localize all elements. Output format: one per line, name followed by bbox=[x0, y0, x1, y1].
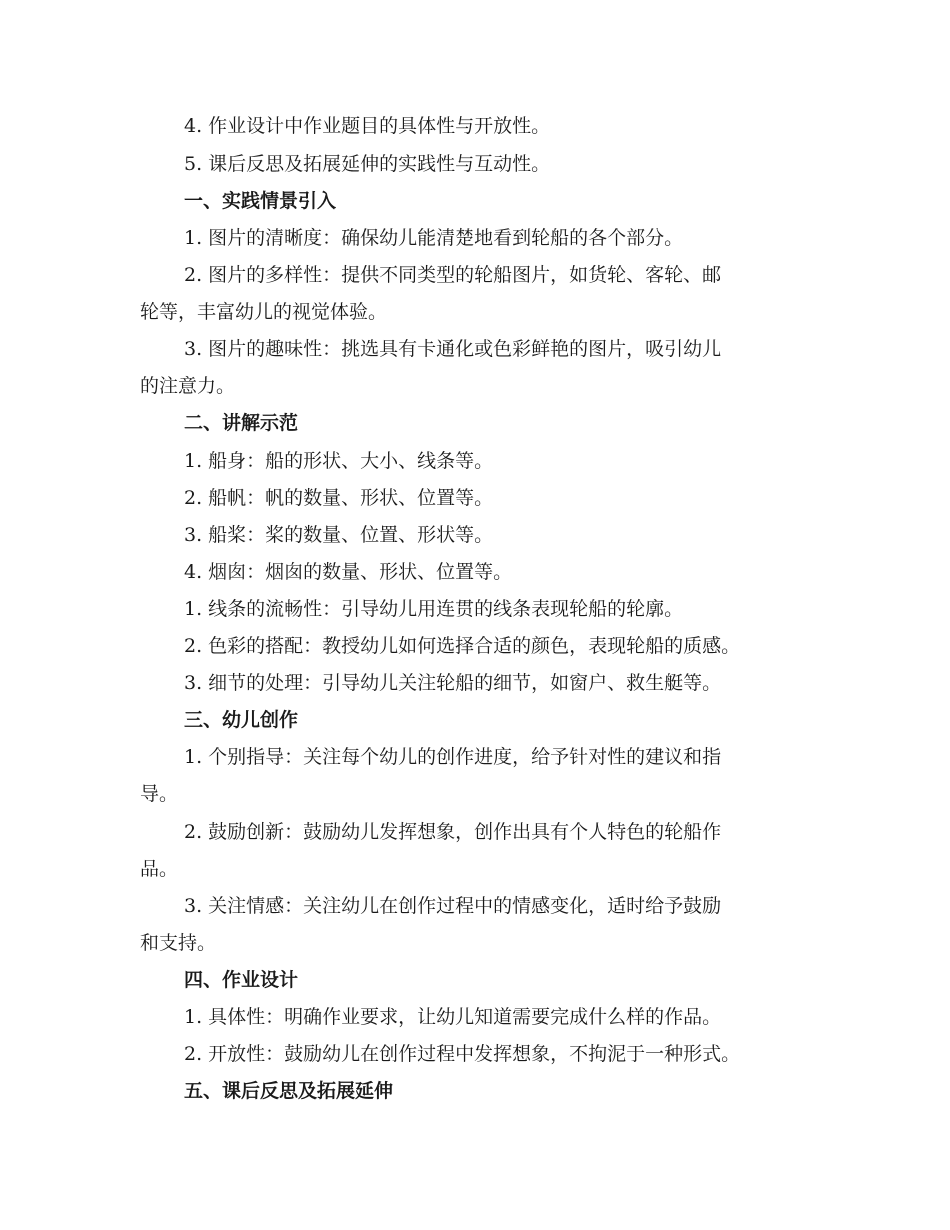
list-item: 2. 图片的多样性：提供不同类型的轮船图片，如货轮、客轮、邮 bbox=[184, 264, 722, 286]
list-item-continuation: 和支持。 bbox=[140, 932, 217, 954]
list-item: 3. 船桨：桨的数量、位置、形状等。 bbox=[184, 524, 494, 546]
list-item: 4. 烟囱：烟囱的数量、形状、位置等。 bbox=[184, 561, 513, 583]
list-item: 1. 个别指导：关注每个幼儿的创作进度，给予针对性的建议和指 bbox=[184, 746, 722, 768]
list-item: 1. 具体性：明确作业要求，让幼儿知道需要完成什么样的作品。 bbox=[184, 1006, 722, 1028]
list-item-continuation: 品。 bbox=[140, 858, 179, 880]
list-item: 5. 课后反思及拓展延伸的实践性与互动性。 bbox=[184, 153, 551, 175]
list-item: 2. 船帆：帆的数量、形状、位置等。 bbox=[184, 487, 494, 509]
section-heading: 三、幼儿创作 bbox=[184, 709, 299, 731]
list-item: 2. 鼓励创新：鼓励幼儿发挥想象，创作出具有个人特色的轮船作 bbox=[184, 821, 722, 843]
list-item: 3. 细节的处理：引导幼儿关注轮船的细节，如窗户、救生艇等。 bbox=[184, 672, 722, 694]
list-item: 1. 船身：船的形状、大小、线条等。 bbox=[184, 450, 494, 472]
section-heading: 二、讲解示范 bbox=[184, 412, 299, 434]
section-heading: 五、课后反思及拓展延伸 bbox=[184, 1080, 394, 1102]
list-item-continuation: 的注意力。 bbox=[140, 375, 236, 397]
list-item-continuation: 轮等，丰富幼儿的视觉体验。 bbox=[140, 301, 388, 323]
list-item: 2. 色彩的搭配：教授幼儿如何选择合适的颜色，表现轮船的质感。 bbox=[184, 635, 741, 657]
list-item: 2. 开放性：鼓励幼儿在创作过程中发挥想象，不拘泥于一种形式。 bbox=[184, 1043, 741, 1065]
section-heading: 一、实践情景引入 bbox=[184, 190, 337, 212]
list-item: 1. 图片的清晰度：确保幼儿能清楚地看到轮船的各个部分。 bbox=[184, 227, 684, 249]
list-item: 3. 图片的趣味性：挑选具有卡通化或色彩鲜艳的图片，吸引幼儿 bbox=[184, 338, 722, 360]
list-item-continuation: 导。 bbox=[140, 783, 179, 805]
section-heading: 四、作业设计 bbox=[184, 969, 299, 991]
list-item: 1. 线条的流畅性：引导幼儿用连贯的线条表现轮船的轮廓。 bbox=[184, 598, 684, 620]
list-item: 3. 关注情感：关注幼儿在创作过程中的情感变化，适时给予鼓励 bbox=[184, 895, 722, 917]
list-item: 4. 作业设计中作业题目的具体性与开放性。 bbox=[184, 115, 551, 137]
